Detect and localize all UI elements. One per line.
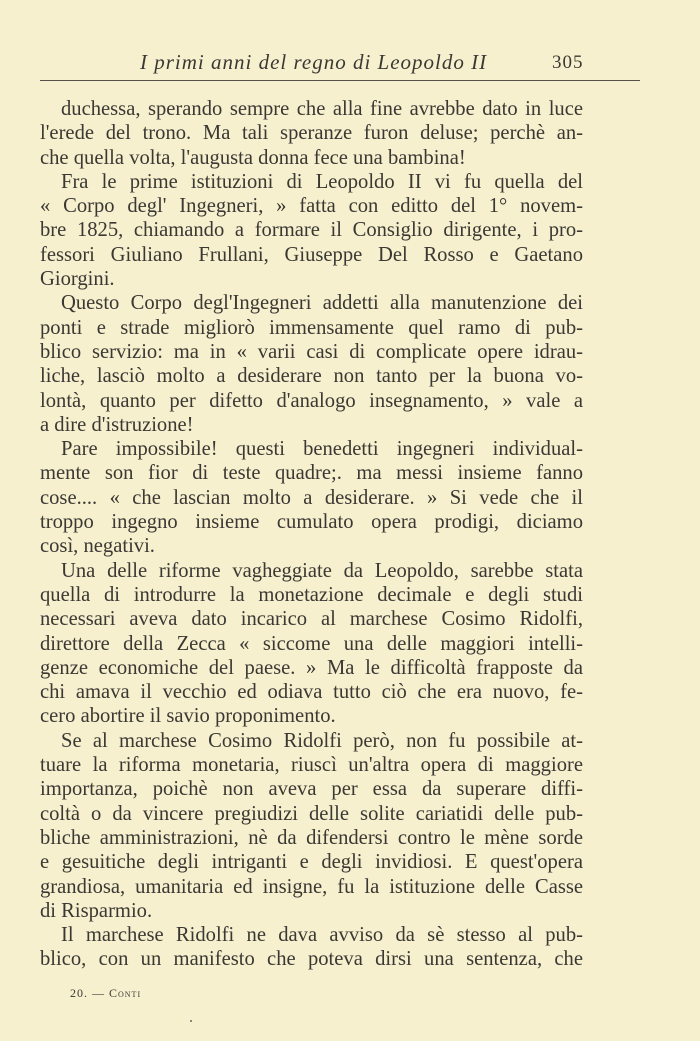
- paragraph: [40, 437, 583, 558]
- text-line: bliche amministrazioni, nè da difendersi contro le mène sorde: [40, 826, 583, 849]
- paragraph: [40, 923, 583, 972]
- text-line: e gesuitiche degli intriganti e degli invidiosi. E quest'opera: [40, 851, 583, 874]
- signature-name: Conti: [109, 986, 142, 1000]
- text-line: lontà, quanto per difetto d'analogo insegnamento, » vale a: [40, 389, 583, 412]
- text-line: Una delle riforme vagheggiate da Leopoldo, sarebbe stata: [61, 559, 583, 582]
- text-line: cose.... « che lascian molto a desiderare. » Si vede che il: [40, 486, 583, 509]
- text-line: l'erede del trono. Ma tali speranze furon deluse; perchè an-: [40, 122, 583, 145]
- text-line: di Risparmio.: [40, 899, 153, 922]
- text-line: così, negativi.: [40, 535, 155, 558]
- text-line: necessari aveva dato incarico al marchese Cosimo Ridolfi,: [40, 608, 583, 631]
- text-line: mente son fior di teste quadre;. ma messi insieme fanno: [40, 462, 583, 485]
- paragraph: [40, 97, 583, 170]
- text-line: Il marchese Ridolfi ne dava avviso da sè stesso al pub-: [61, 924, 583, 947]
- paper-speck: [190, 1020, 192, 1022]
- text-line: genze economiche del paese. » Ma le difficoltà frapposte da: [40, 656, 583, 679]
- text-line: Giorgini.: [40, 268, 115, 291]
- text-line: blico servizio: ma in « varii casi di complicate opere idrau-: [40, 340, 583, 363]
- text-line: direttore della Zecca « siccome una delle maggiori intelli-: [40, 632, 583, 655]
- page-number: 305: [552, 52, 584, 73]
- text-line: cero abortire il savio proponimento.: [40, 705, 336, 728]
- text-line: liche, lasciò molto a desiderare non tanto per la buona vo-: [40, 365, 583, 388]
- text-line: bre 1825, chiamando a formare il Consiglio dirigente, i pro-: [40, 219, 583, 242]
- text-line: troppo ingegno insieme cumulato opera prodigi, diciamo: [40, 511, 583, 534]
- text-line: Questo Corpo degl'Ingegneri addetti alla manutenzione dei: [61, 292, 583, 315]
- text-line: a dire d'istruzione!: [40, 413, 194, 436]
- paragraph: [40, 170, 583, 291]
- text-line: quella di introdurre la monetazione decimale e degli studi: [40, 583, 583, 606]
- signature-dash: —: [92, 986, 105, 1000]
- text-line: coltà o da vincere pregiudizi delle solite cariatidi delle pub-: [40, 802, 583, 825]
- text-line: « Corpo degl' Ingegneri, » fatta con editto del 1° novem-: [40, 195, 583, 218]
- paragraph: [40, 291, 583, 437]
- text-line: duchessa, sperando sempre che alla fine avrebbe dato in luce: [61, 98, 583, 120]
- text-line: fessori Giuliano Frullani, Giuseppe Del Rosso e Gaetano: [40, 243, 583, 266]
- paragraph: [40, 559, 583, 729]
- text-line: blico, con un manifesto che poteva dirsi una sentenza, che: [40, 948, 583, 971]
- text-line: Se al marchese Cosimo Ridolfi però, non fu possibile at-: [61, 729, 583, 752]
- text-line: tuare la riforma monetaria, riuscì un'altra opera di maggiore: [40, 754, 583, 777]
- text-line: che quella volta, l'augusta donna fece una bambina!: [40, 146, 466, 169]
- text-line: chi amava il vecchio ed odiava tutto ciò che era nuovo, fe-: [40, 681, 583, 704]
- text-line: grandiosa, umanitaria ed insigne, fu la istituzione delle Casse: [40, 875, 583, 898]
- text-line: ponti e strade migliorò immensamente quel ramo di pub-: [40, 316, 583, 339]
- running-title: I primi anni del regno di Leopoldo II: [140, 50, 488, 74]
- signature-number: 20.: [70, 986, 88, 1000]
- header-rule: [40, 80, 640, 81]
- text-line: importanza, poichè non aveva per essa da superare diffi-: [40, 778, 583, 801]
- text-line: Fra le prime istituzioni di Leopoldo II vi fu quella del: [61, 170, 583, 193]
- printer-signature: [70, 986, 141, 1001]
- text-line: Pare impossibile! questi benedetti ingegneri individual-: [61, 438, 583, 461]
- page-header: [40, 50, 640, 82]
- body-text: [40, 97, 583, 972]
- paragraph: [40, 729, 583, 923]
